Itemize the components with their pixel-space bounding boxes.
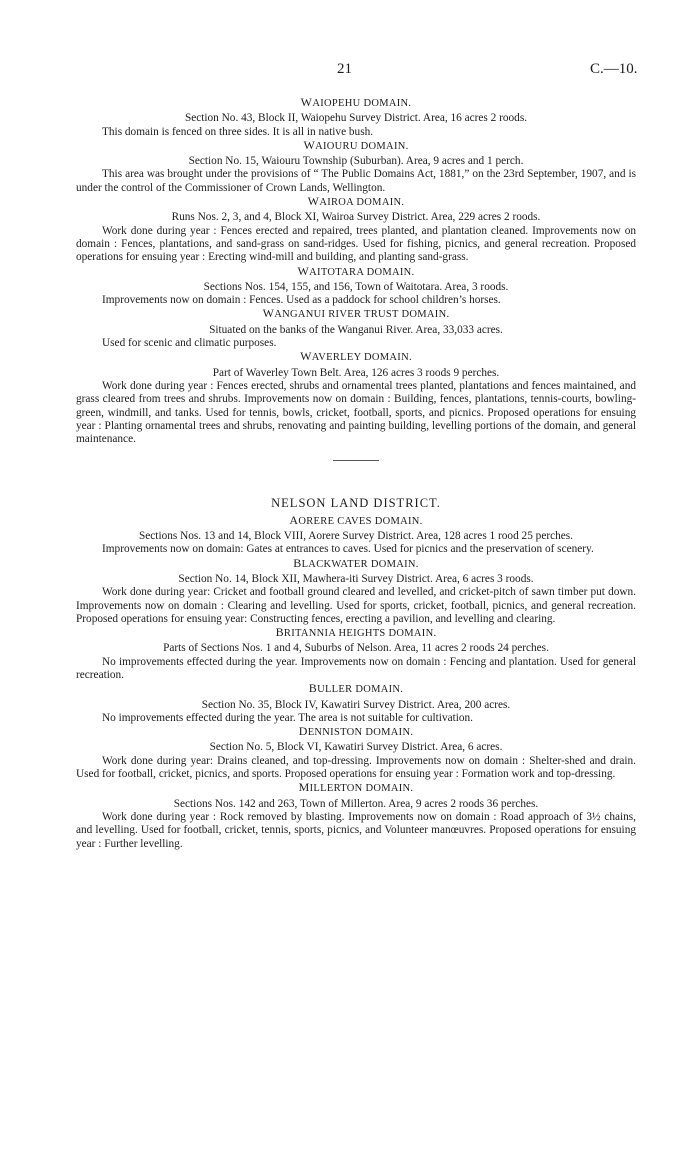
domain-title-suffix: DOMAIN.: [370, 558, 419, 570]
domain-description: Used for scenic and climatic purposes.: [102, 337, 277, 350]
domain-title-rest: ULLER: [317, 684, 353, 696]
document-reference: C.—10.: [590, 61, 638, 77]
domain-entry: [76, 781, 636, 850]
domain-title-rest: ORERE CAVES: [298, 515, 372, 527]
domain-description: Work done during year : Rock removed by blasting. Improvements now on domain : Road approach of 3½ chains, and levelling. Used for football, cricket, tennis, sports, picnics, and Volunteer manœuvres. Proposed operations for ensuing year : Further levelling.: [76, 810, 636, 850]
page-header: [0, 63, 700, 81]
page-body: [76, 96, 636, 851]
domain-title-suffix: DOMAIN.: [365, 783, 414, 795]
domain-title-initial: B: [308, 681, 318, 696]
domain-title-rest: LACKWATER: [301, 558, 368, 570]
domain-title-rest: RITANNIA HEIGHTS: [283, 628, 386, 640]
domain-title-rest: AIOPEHU: [312, 98, 361, 109]
domain-title-rest: AIROA: [319, 197, 354, 209]
domain-title-initial: B: [293, 555, 302, 570]
domain-title-initial: W: [300, 349, 312, 364]
domain-title-rest: ANGANUI RIVER TRUST: [274, 309, 399, 321]
domain-section-line: Section No. 15, Waiouru Township (Suburban). Area, 9 acres and 1 perch.: [188, 155, 524, 168]
domain-title-rest: AIOURU: [315, 140, 358, 152]
domain-title: [76, 139, 636, 153]
domain-section-line: Sections Nos. 142 and 263, Town of Millerton. Area, 9 acres 2 roods 36 perches.: [173, 797, 539, 810]
domain-entry: [76, 682, 636, 725]
domain-title-suffix: DOMAIN.: [360, 140, 409, 152]
domain-title-suffix: DOMAIN.: [374, 515, 423, 527]
domain-section-line: Section No. 35, Block IV, Kawatiri Survey District. Area, 200 acres.: [201, 698, 511, 711]
domain-title-rest: ILLERTON: [309, 783, 363, 795]
domain-title-initial: W: [262, 306, 275, 321]
domain-title-rest: ENNISTON: [307, 727, 363, 739]
domain-entry: [76, 96, 636, 139]
domain-section-line: Section No. 5, Block VI, Kawatiri Survey District. Area, 6 acres.: [209, 741, 503, 754]
domain-title-initial: A: [289, 512, 299, 527]
domain-title-initial: W: [297, 263, 310, 278]
domain-description: Work done during year: Drains cleaned, and top-dressing. Improvements now on domain : Shelter-shed and drain. Used for football, cricket, picnics, and sports. Proposed operations for ensuing year : Formation work and top-dressing.: [76, 754, 636, 781]
domain-section-line: Parts of Sections Nos. 1 and 4, Suburbs of Nelson. Area, 11 acres 2 roods 24 perches.: [163, 642, 549, 655]
domain-title-suffix: DOMAIN.: [365, 727, 414, 739]
domain-title: [76, 514, 636, 528]
domain-title-suffix: DOMAIN.: [401, 309, 450, 321]
domain-title: [76, 557, 636, 571]
domain-title-initial: B: [275, 625, 284, 640]
domain-title-rest: AITOTARA: [309, 266, 364, 278]
domain-section-line: Sections Nos. 13 and 14, Block VIII, Aorere Survey District. Area, 128 acres 1 rood 25 perches.: [139, 530, 573, 543]
domain-title: [76, 725, 636, 739]
domain-title-suffix: DOMAIN.: [388, 628, 437, 640]
domain-title-suffix: DOMAIN.: [366, 266, 415, 278]
domain-entry: [76, 350, 636, 446]
domain-title: [76, 265, 636, 279]
domain-section-line: Runs Nos. 2, 3, and 4, Block XI, Wairoa Survey District. Area, 229 acres 2 roods.: [171, 211, 541, 224]
domain-description: This domain is fenced on three sides. It is all in native bush.: [102, 125, 374, 138]
domain-title-suffix: DOMAIN.: [364, 352, 412, 364]
wellington-domains: [76, 96, 636, 446]
domain-title-initial: W: [303, 137, 316, 152]
domain-entry: [76, 626, 636, 682]
domain-description: Work done during year : Fences erected, shrubs and ornamental trees planted, plantations and fences maintained, and grass cleared from trees and shrubs. Improvements now on domain : Building, fences, plantations, tennis-courts, bowling-green, windmill, and tanks. Used for tennis, bowls, cricket, football, sports, and picnics. Proposed operations for ensuing year : Planting ornamental trees and shrubs, renovating and painting building, levelling portions of the domain, and general maintenance.: [76, 379, 636, 446]
domain-title-initial: W: [307, 194, 320, 209]
domain-title: [76, 682, 636, 696]
nelson-domains: [76, 514, 636, 851]
domain-title: [76, 626, 636, 640]
section-divider: [333, 460, 379, 461]
district-heading: NELSON LAND DISTRICT.: [271, 496, 441, 511]
domain-title-initial: D: [298, 724, 308, 739]
domain-entry: [76, 557, 636, 626]
domain-description: Improvements now on domain : Fences. Used as a paddock for school children’s horses.: [102, 294, 501, 307]
domain-entry: [76, 514, 636, 557]
domain-section-line: Section No. 43, Block II, Waiopehu Survey District. Area, 16 acres 2 roods.: [184, 112, 528, 125]
page-number: 21: [337, 61, 352, 77]
domain-title-suffix: DOMAIN.: [356, 197, 405, 209]
domain-description: Work done during year: Cricket and football ground cleared and levelled, and cricket-pitch of sawn timber put down. Improvements now on domain : Clearing and levelling. Used for sports, cricket, football, picnics, and general recreation. Proposed operations for ensuing year: Constructing fences, erecting a pavilion, and levelling and clearing.: [76, 586, 636, 625]
domain-title-initial: W: [300, 95, 313, 109]
domain-description: No improvements effected during the year. The area is not suitable for cultivation.: [102, 711, 474, 724]
domain-entry: [76, 725, 636, 781]
domain-title-initial: M: [298, 780, 310, 795]
domain-section-line: Sections Nos. 154, 155, and 156, Town of Waitotara. Area, 3 roods.: [203, 280, 509, 293]
domain-entry: [76, 195, 636, 264]
domain-title: [76, 781, 636, 795]
domain-section-line: Part of Waverley Town Belt. Area, 126 acres 3 roods 9 perches.: [212, 366, 500, 379]
domain-description: Work done during year : Fences erected and repaired, trees planted, and plantation cleaned. Improvements now on domain : Fences, plantations, and sand-grass on sand-ridges. Used for fishing, picnics, and general recreation. Proposed operations for ensuing year : Erecting wind-mill and building, and planting sand-grass.: [76, 224, 636, 264]
domain-title: [76, 96, 636, 110]
domain-title: [76, 350, 636, 364]
domain-description: Improvements now on domain: Gates at entrances to caves. Used for picnics and the preservation of scenery.: [102, 543, 594, 556]
domain-entry: [76, 307, 636, 350]
domain-section-line: Section No. 14, Block XII, Mawhera-iti Survey District. Area, 6 acres 3 roods.: [178, 572, 534, 585]
domain-title-suffix: DOMAIN.: [355, 684, 404, 696]
domain-entry: [76, 265, 636, 308]
domain-entry: [76, 139, 636, 195]
domain-title: [76, 307, 636, 321]
domain-description: This area was brought under the provisions of “ The Public Domains Act, 1881,” on the 23rd September, 1907, and is under the control of the Commissioner of Crown Lands, Wellington.: [76, 168, 636, 194]
domain-description: No improvements effected during the year. Improvements now on domain : Fencing and plantation. Used for general recreation.: [76, 655, 636, 681]
domain-section-line: Situated on the banks of the Wanganui River. Area, 33,033 acres.: [209, 323, 503, 336]
domain-title-rest: AVERLEY: [311, 352, 362, 364]
domain-title-suffix: DOMAIN.: [363, 98, 412, 109]
domain-title: [76, 195, 636, 209]
